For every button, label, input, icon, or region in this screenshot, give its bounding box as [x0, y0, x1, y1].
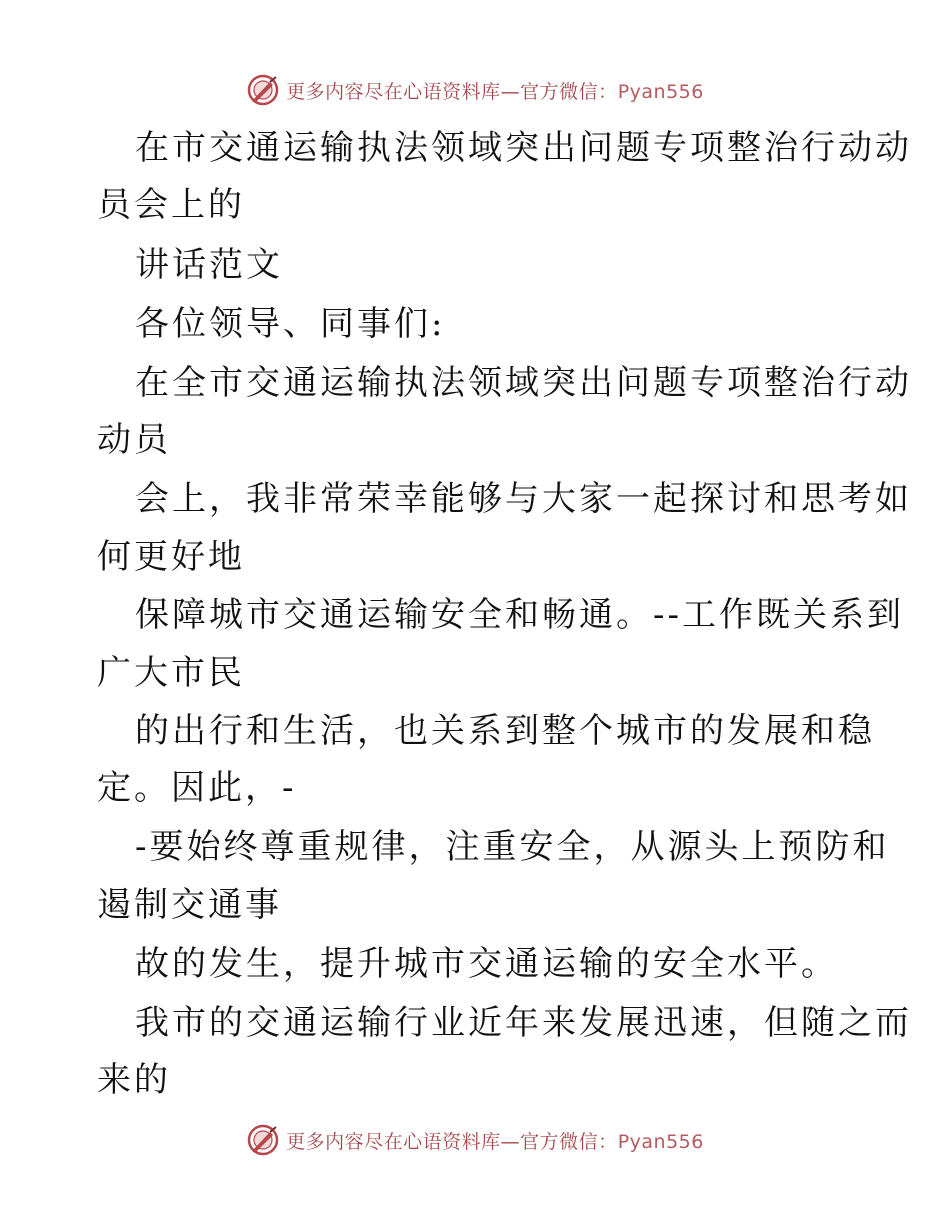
text-line: 动员: [97, 420, 171, 460]
text-line: 故的发生，提升城市交通运输的安全水平。: [135, 944, 838, 984]
text-line: 各位领导、同事们:: [135, 304, 446, 344]
text-line: 来的: [97, 1060, 171, 1100]
text-line: 员会上的: [97, 185, 245, 225]
header-watermark: [0, 70, 950, 110]
text-line: 在全市交通运输执法领域突出问题专项整治行动: [135, 363, 912, 403]
text-line: 在市交通运输执法领域突出问题专项整治行动动: [135, 128, 912, 168]
text-line: 保障城市交通运输安全和畅通。--工作既关系到: [135, 595, 904, 635]
quill-logo-icon: [246, 1123, 280, 1157]
text-line: 广大市民: [97, 653, 245, 693]
text-line: 遏制交通事: [97, 885, 282, 925]
text-line: 我市的交通运输行业近年来发展迅速，但随之而: [135, 1003, 912, 1043]
header-watermark-text: 更多内容尽在心语资料库—官方微信：Pyan556: [286, 80, 704, 103]
text-line: -要始终尊重规律，注重安全，从源头上预防和: [135, 827, 890, 867]
text-line: 的出行和生活，也关系到整个城市的发展和稳: [135, 711, 875, 751]
text-line: 定。因此，-: [97, 768, 297, 808]
text-line: 何更好地: [97, 537, 245, 577]
quill-logo-icon: [246, 73, 280, 107]
text-line: 会上，我非常荣幸能够与大家一起探讨和思考如: [135, 479, 912, 519]
footer-watermark: [0, 1120, 950, 1160]
footer-watermark-text: 更多内容尽在心语资料库—官方微信：Pyan556: [286, 1130, 704, 1153]
text-line: 讲话范文: [135, 245, 283, 285]
